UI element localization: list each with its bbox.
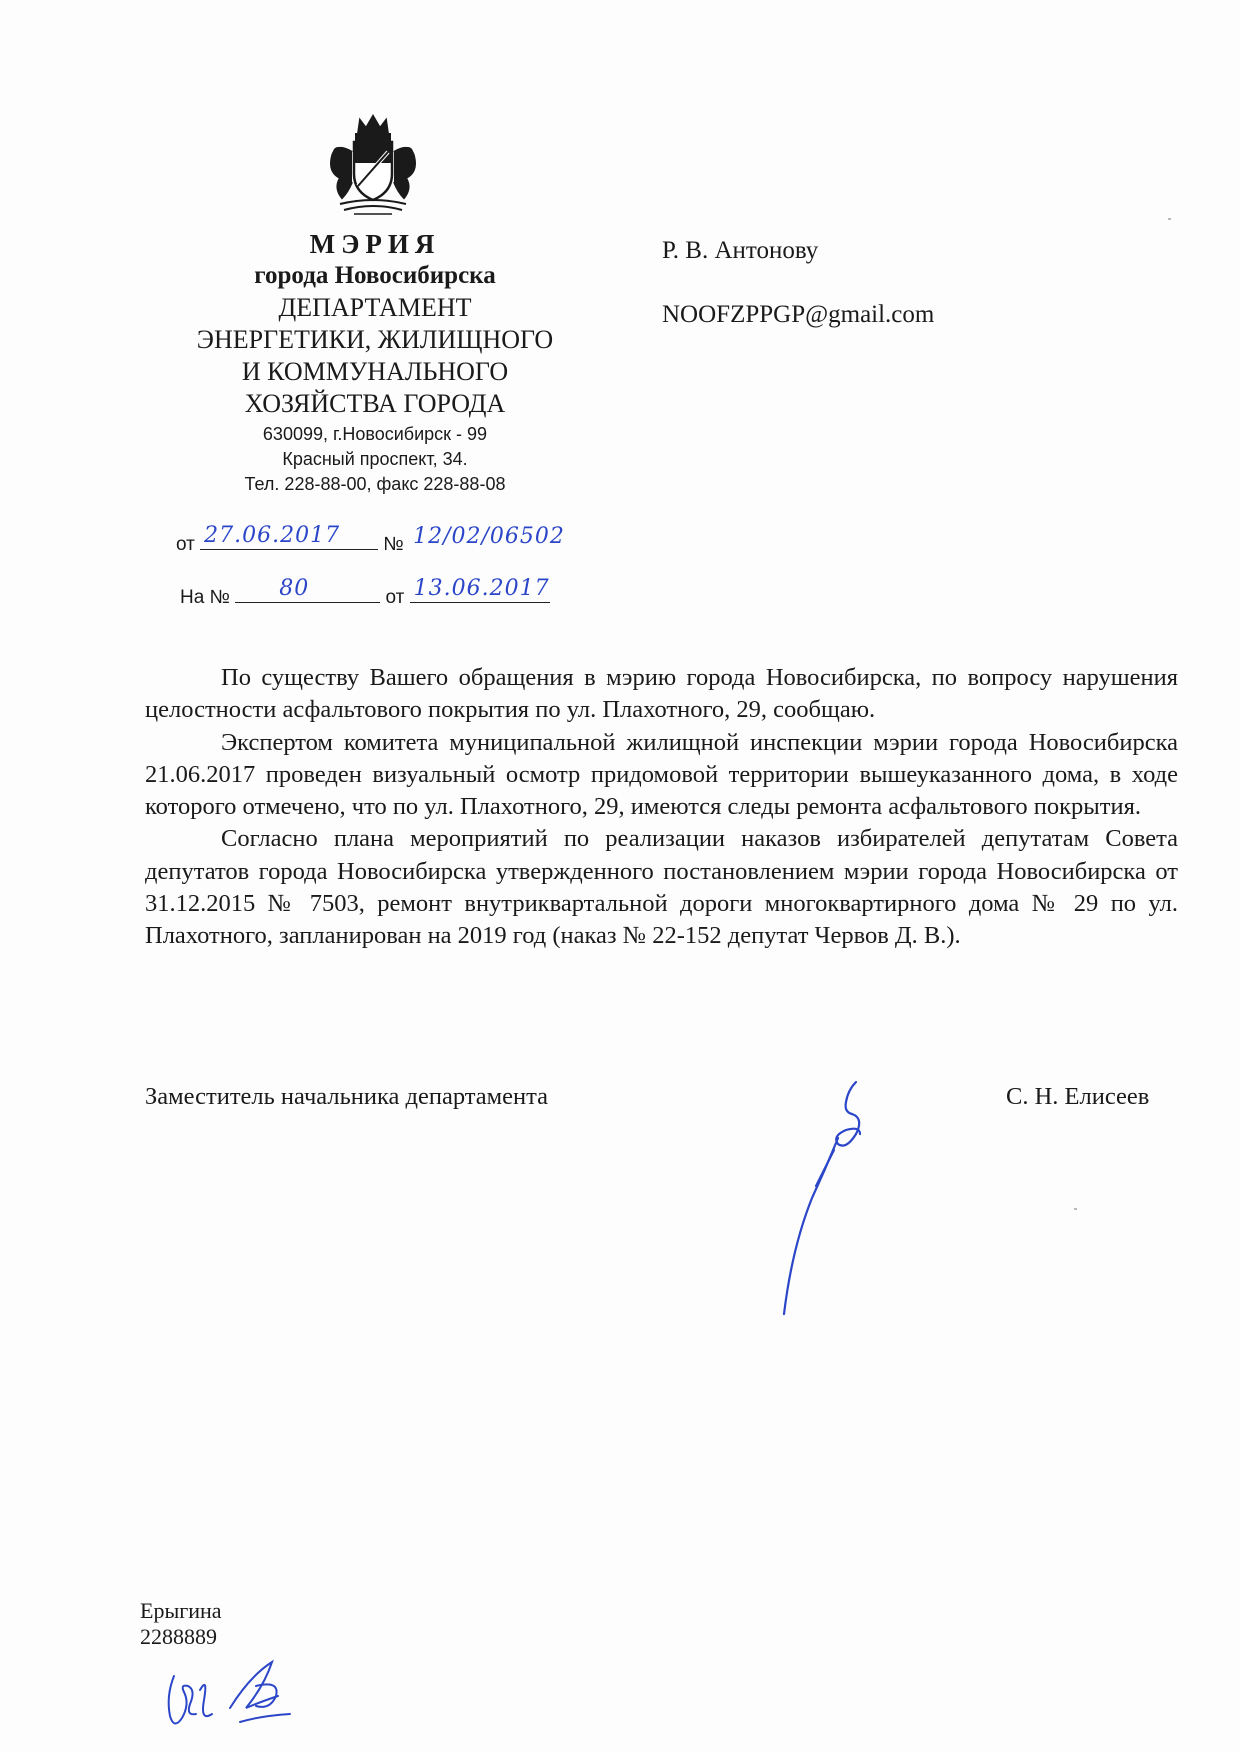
signature-icon <box>756 1078 866 1318</box>
signer-title: Заместитель начальника департамента <box>145 1083 549 1110</box>
body-paragraph: Согласно плана мероприятий по реализации наказов избирателей депутатам Совета депутатов города Новосибирска утвержденного постановлением мэрии города Новосибирска от 31.12.2015 № 7503, ремонт внутриквартальной дороги многоквартирного дома № 29 по ул. Плахотного, запланирован на 2019 год (наказ № 22-152 депутат Червов Д. В.). <box>145 825 1178 950</box>
address-line: 630099, г.Новосибирск - 99 <box>262 424 488 444</box>
reply-from-label: от <box>385 587 405 608</box>
from-date-handwritten: 27.06.2017 <box>204 523 341 548</box>
number-field <box>409 524 577 550</box>
coat-of-arms-icon <box>318 112 428 218</box>
recipient-block <box>662 236 934 330</box>
number-handwritten: 12/02/06502 <box>413 524 565 549</box>
reply-date-handwritten: 13.06.2017 <box>413 576 550 601</box>
executor-phone: 2288889 <box>140 1624 217 1649</box>
executor-block <box>140 1598 222 1650</box>
scan-speck <box>1074 1208 1077 1210</box>
body-paragraph: По существу Вашего обращения в мэрию города Новосибирска, по вопросу нарушения целостности асфальтового покрытия по ул. Плахотного, 29, сообщаю. <box>145 664 1178 724</box>
dept-line: ХОЗЯЙСТВА ГОРОДА <box>244 389 506 418</box>
reply-number-label: На № <box>180 587 230 608</box>
org-name: МЭРИЯ <box>309 229 441 259</box>
signer-name: С. Н. Елисеев <box>1006 1083 1150 1110</box>
letterhead <box>140 228 610 497</box>
incoming-reference <box>180 576 550 609</box>
reply-number-handwritten: 80 <box>279 576 310 601</box>
address-line: Красный проспект, 34. <box>282 449 468 469</box>
recipient-name: Р. В. Антонову <box>662 237 819 264</box>
dept-line: ЭНЕРГЕТИКИ, ЖИЛИЩНОГО <box>196 325 554 354</box>
from-date-field <box>200 523 378 550</box>
dept-line: ДЕПАРТАМЕНТ <box>278 293 472 322</box>
body-paragraph: Экспертом комитета муниципальной жилищной инспекции мэрии города Новосибирска 21.06.2017 проведен визуальный осмотр придомовой территории вышеуказанного дома, в ходе которого отмечено, что по ул. Плахотного, 29, имеются следы ремонта асфальтового покрытия. <box>145 728 1178 821</box>
outgoing-registration <box>176 523 577 556</box>
number-label: № <box>383 534 404 555</box>
from-label: от <box>176 534 195 555</box>
recipient-email: NOOFZPPGP@gmail.com <box>662 301 935 328</box>
city-name: города Новосибирска <box>254 262 496 289</box>
phone-line: Тел. 228-88-00, факс 228-88-08 <box>244 474 506 494</box>
executor-name: Ерыгина <box>140 1598 222 1623</box>
letter-body <box>145 662 1178 953</box>
reply-number-field <box>235 576 380 603</box>
dept-line: И КОММУНАЛЬНОГО <box>241 357 509 386</box>
scan-speck <box>1168 218 1171 220</box>
approval-initials-icon <box>160 1656 320 1736</box>
reply-date-field <box>410 576 550 603</box>
